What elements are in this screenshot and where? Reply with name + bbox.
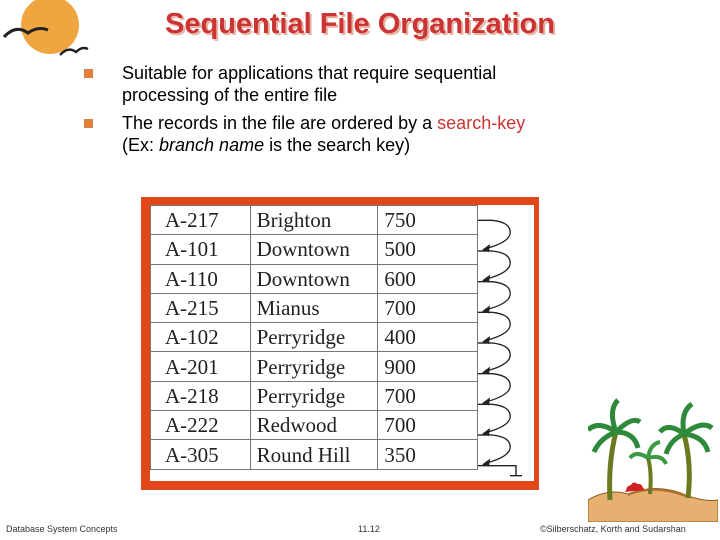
account-cell: A-110 <box>151 264 251 293</box>
branch-name-italic: branch name <box>159 135 265 155</box>
balance-cell: 400 <box>378 323 478 352</box>
branch-cell: Redwood <box>250 411 378 440</box>
pointer-arrow <box>484 251 510 280</box>
branch-cell: Brighton <box>250 206 378 235</box>
search-key-highlight: search-key <box>437 113 526 133</box>
bullet-text-line <box>122 112 644 134</box>
balance-cell: 700 <box>378 293 478 322</box>
branch-cell: Perryridge <box>250 323 378 352</box>
bullet-item <box>84 62 644 106</box>
record-row <box>151 352 478 381</box>
branch-cell: Downtown <box>250 235 378 264</box>
records-table <box>150 205 478 470</box>
pointer-arrow <box>484 282 510 311</box>
slide-title: Sequential File Organization <box>165 8 555 40</box>
records-table-container <box>150 205 478 481</box>
bullet-text-line: processing of the entire file <box>122 85 338 105</box>
branch-cell: Perryridge <box>250 381 378 410</box>
pointer-arrow <box>484 343 510 372</box>
bullet-text: The records in the file are ordered by a <box>122 113 438 133</box>
bullet-list <box>84 62 644 162</box>
pointer-arrow <box>484 374 510 403</box>
balance-cell: 900 <box>378 352 478 381</box>
record-row <box>151 293 478 322</box>
footer-page-number: 11.12 <box>358 524 380 534</box>
record-row <box>151 235 478 264</box>
pointer-arrow <box>484 404 510 433</box>
bullet-marker-icon <box>84 119 93 128</box>
record-row <box>151 440 478 469</box>
balance-cell: 750 <box>378 206 478 235</box>
account-cell: A-102 <box>151 323 251 352</box>
account-cell: A-101 <box>151 235 251 264</box>
balance-cell: 700 <box>378 381 478 410</box>
account-cell: A-305 <box>151 440 251 469</box>
record-row <box>151 381 478 410</box>
palm-island-icon <box>588 392 718 522</box>
record-row <box>151 206 478 235</box>
footer-copyright: ©Silberschatz, Korth and Sudarshan <box>540 524 686 534</box>
record-row <box>151 323 478 352</box>
pointer-chain <box>478 205 534 481</box>
pointer-arrow <box>484 220 510 249</box>
branch-cell: Mianus <box>250 293 378 322</box>
account-cell: A-218 <box>151 381 251 410</box>
balance-cell: 350 <box>378 440 478 469</box>
branch-cell: Perryridge <box>250 352 378 381</box>
null-pointer-ground <box>492 466 522 476</box>
account-cell: A-201 <box>151 352 251 381</box>
bullet-marker-icon <box>84 69 93 78</box>
account-cell: A-222 <box>151 411 251 440</box>
account-cell: A-215 <box>151 293 251 322</box>
footer-course: Database System Concepts <box>6 524 118 534</box>
bullet-text: is the search key) <box>264 135 411 155</box>
branch-cell: Downtown <box>250 264 378 293</box>
bullet-text-line <box>122 134 644 156</box>
pointer-arrow <box>484 312 510 341</box>
record-row <box>151 264 478 293</box>
record-row <box>151 411 478 440</box>
balance-cell: 500 <box>378 235 478 264</box>
pointer-arrow <box>484 435 510 464</box>
branch-cell: Round Hill <box>250 440 378 469</box>
balance-cell: 600 <box>378 264 478 293</box>
pointer-chain-arrows <box>478 205 534 481</box>
balance-cell: 700 <box>378 411 478 440</box>
bullet-text: (Ex: <box>122 135 160 155</box>
bullet-item <box>84 112 644 156</box>
bullet-text-line: Suitable for applications that require sequential <box>122 63 497 83</box>
account-cell: A-217 <box>151 206 251 235</box>
